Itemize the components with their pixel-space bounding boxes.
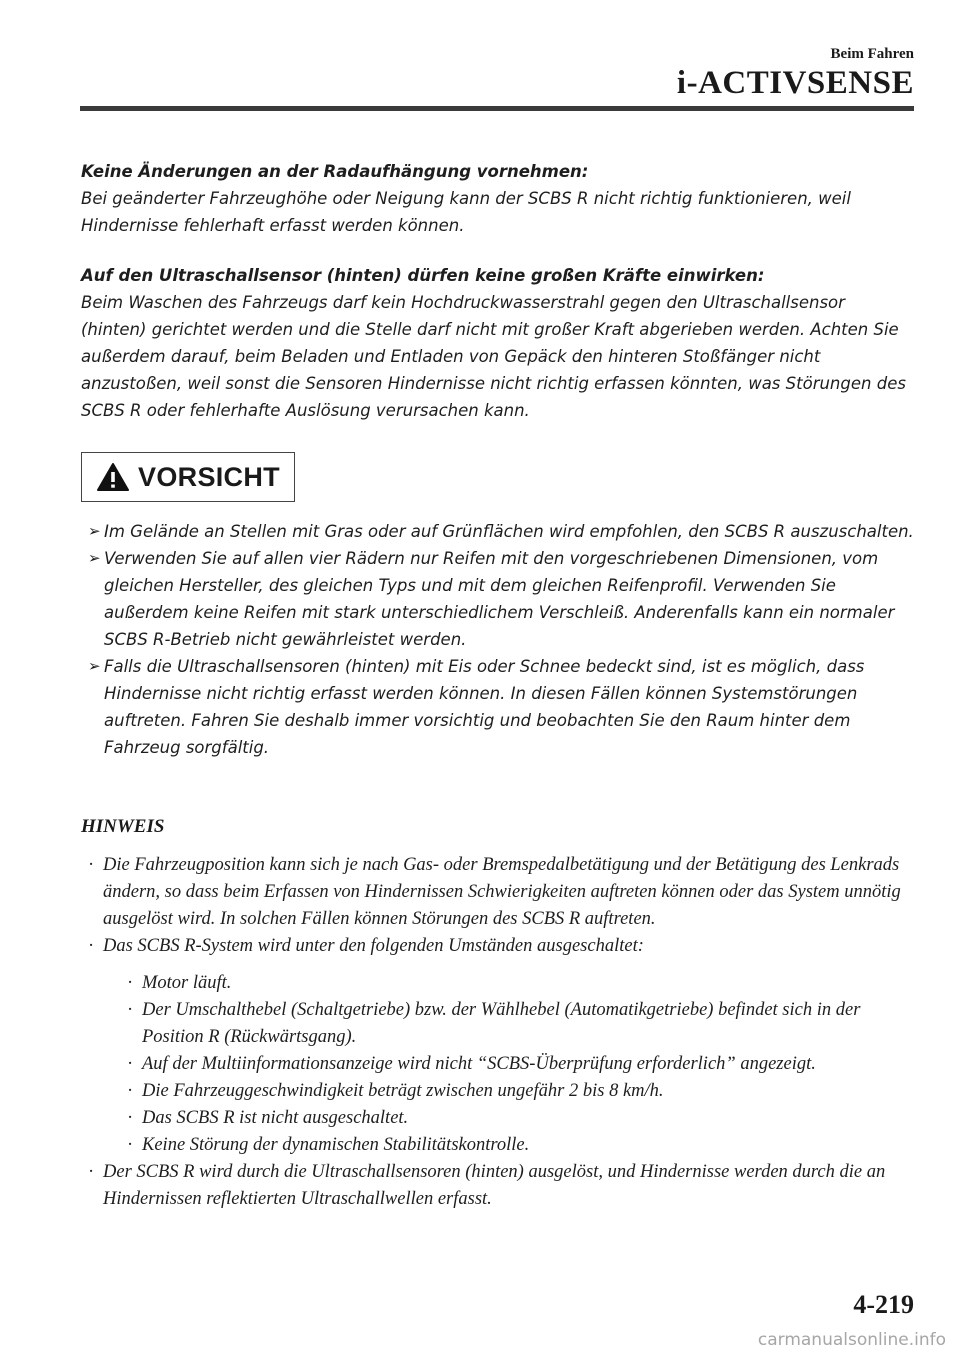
subnote-item <box>123 1051 914 1078</box>
subnote-text: Auf der Multiinformationsanzeige wird nicht “SCBS-Überprüfung erforderlich” angezeigt. <box>142 1054 816 1074</box>
subnote-text: Die Fahrzeuggeschwindigkeit beträgt zwischen ungefähr 2 bis 8 km/h. <box>142 1081 664 1101</box>
caution-item <box>88 545 914 653</box>
page-header <box>677 46 914 102</box>
note-text: Die Fahrzeugposition kann sich je nach Gas- oder Bremspedalbetätigung und der Betätigung des Lenkrads ändern, so dass beim Erfassen von Hindernissen Schwierigkeiten auftreten können oder das System unnötig ausgelöst wird. In solchen Fällen können Störungen des SCBS R auftreten. <box>103 855 901 929</box>
dot-bullet-icon: · <box>127 1108 134 1128</box>
subnote-item <box>123 1078 914 1105</box>
note-text: Das SCBS R-System wird unter den folgenden Umständen ausgeschaltet: <box>103 936 644 956</box>
caution-label: VORSICHT <box>138 461 280 492</box>
note-item <box>84 852 914 933</box>
suspension-warning-block <box>81 158 914 239</box>
subnote-text: Der Umschalthebel (Schaltgetriebe) bzw. der Wählhebel (Automatikgetriebe) befindet sich in der Position R (Rückwärtsgang). <box>142 1000 861 1047</box>
subnote-item <box>123 1132 914 1159</box>
dot-bullet-icon: · <box>127 1135 134 1155</box>
page-number: 4-219 <box>853 1290 914 1319</box>
block-body: Bei geänderter Fahrzeughöhe oder Neigung kann der SCBS R nicht richtig funktionieren, weil Hindernisse fehlerhaft erfasst werden können. <box>81 189 851 235</box>
header-rule <box>80 106 914 111</box>
caution-banner <box>81 452 295 502</box>
arrow-bullet-icon: ➢ <box>88 657 101 675</box>
arrow-bullet-icon: ➢ <box>88 522 101 540</box>
sensor-force-warning-block <box>81 262 914 424</box>
caution-list <box>88 518 914 761</box>
watermark: carmanualsonline.info <box>757 1330 946 1350</box>
dot-bullet-icon: · <box>127 1000 134 1020</box>
caution-item-text: Verwenden Sie auf allen vier Rädern nur Reifen mit den vorgeschriebenen Dimensionen, vom gleichen Hersteller, des gleichen Typs und mit dem gleichen Reifenprofil. Verwenden Sie außerdem keine Reifen mit stark unterschiedlichem Verschleiß. Anderenfalls kann ein normaler SCBS R-Betrieb nicht gewährleistet werden. <box>104 549 895 649</box>
dot-bullet-icon: · <box>88 855 95 875</box>
block-heading: Keine Änderungen an der Radaufhängung vornehmen: <box>81 162 589 181</box>
dot-bullet-icon: · <box>88 936 95 956</box>
subnotes-list <box>103 970 914 1159</box>
subnote-item <box>123 970 914 997</box>
subnote-item <box>123 1105 914 1132</box>
notes-list <box>84 852 914 1213</box>
note-text: Der SCBS R wird durch die Ultraschallsensoren (hinten) ausgelöst, und Hindernisse werden durch die an Hindernissen reflektierten Ultraschallwellen erfasst. <box>103 1162 886 1209</box>
arrow-bullet-icon: ➢ <box>88 549 101 567</box>
note-item <box>84 1159 914 1213</box>
dot-bullet-icon: · <box>127 1081 134 1101</box>
subnote-item <box>123 997 914 1051</box>
section-name: Beim Fahren <box>830 46 914 62</box>
dot-bullet-icon: · <box>127 1054 134 1074</box>
subnote-text: Motor läuft. <box>142 973 232 993</box>
note-item <box>84 933 914 1159</box>
dot-bullet-icon: · <box>88 1162 95 1182</box>
caution-item-text: Im Gelände an Stellen mit Gras oder auf Grünflächen wird empfohlen, den SCBS R auszuschalten. <box>104 522 914 541</box>
chapter-title: i-ACTIVSENSE <box>676 65 914 101</box>
caution-item <box>88 653 914 761</box>
warning-triangle-icon <box>96 462 130 492</box>
block-body: Beim Waschen des Fahrzeugs darf kein Hochdruckwasserstrahl gegen den Ultraschallsensor (hinten) gerichtet werden und die Stelle darf nicht mit großer Kraft abgerieben werden. Achten Sie außerdem darauf, beim Beladen und Entladen von Gepäck den hinteren Stoßfänger nicht anzustoßen, weil sonst die Sensoren Hindernisse nicht richtig erfassen könnten, was Störungen des SCBS R oder fehlerhafte Auslösung verursachen kann. <box>81 293 906 420</box>
dot-bullet-icon: · <box>127 973 134 993</box>
notes-title: HINWEIS <box>81 816 165 837</box>
subnote-text: Das SCBS R ist nicht ausgeschaltet. <box>142 1108 409 1128</box>
caution-item <box>88 518 914 545</box>
caution-item-text: Falls die Ultraschallsensoren (hinten) mit Eis oder Schnee bedeckt sind, ist es möglich, dass Hindernisse nicht richtig erfasst werden können. In diesen Fällen können Systemstörungen auftreten. Fahren Sie deshalb immer vorsichtig und beobachten Sie den Raum hinter dem Fahrzeug sorgfältig. <box>104 657 865 757</box>
subnote-text: Keine Störung der dynamischen Stabilitätskontrolle. <box>142 1135 530 1155</box>
block-heading: Auf den Ultraschallsensor (hinten) dürfen keine großen Kräfte einwirken: <box>81 266 765 285</box>
